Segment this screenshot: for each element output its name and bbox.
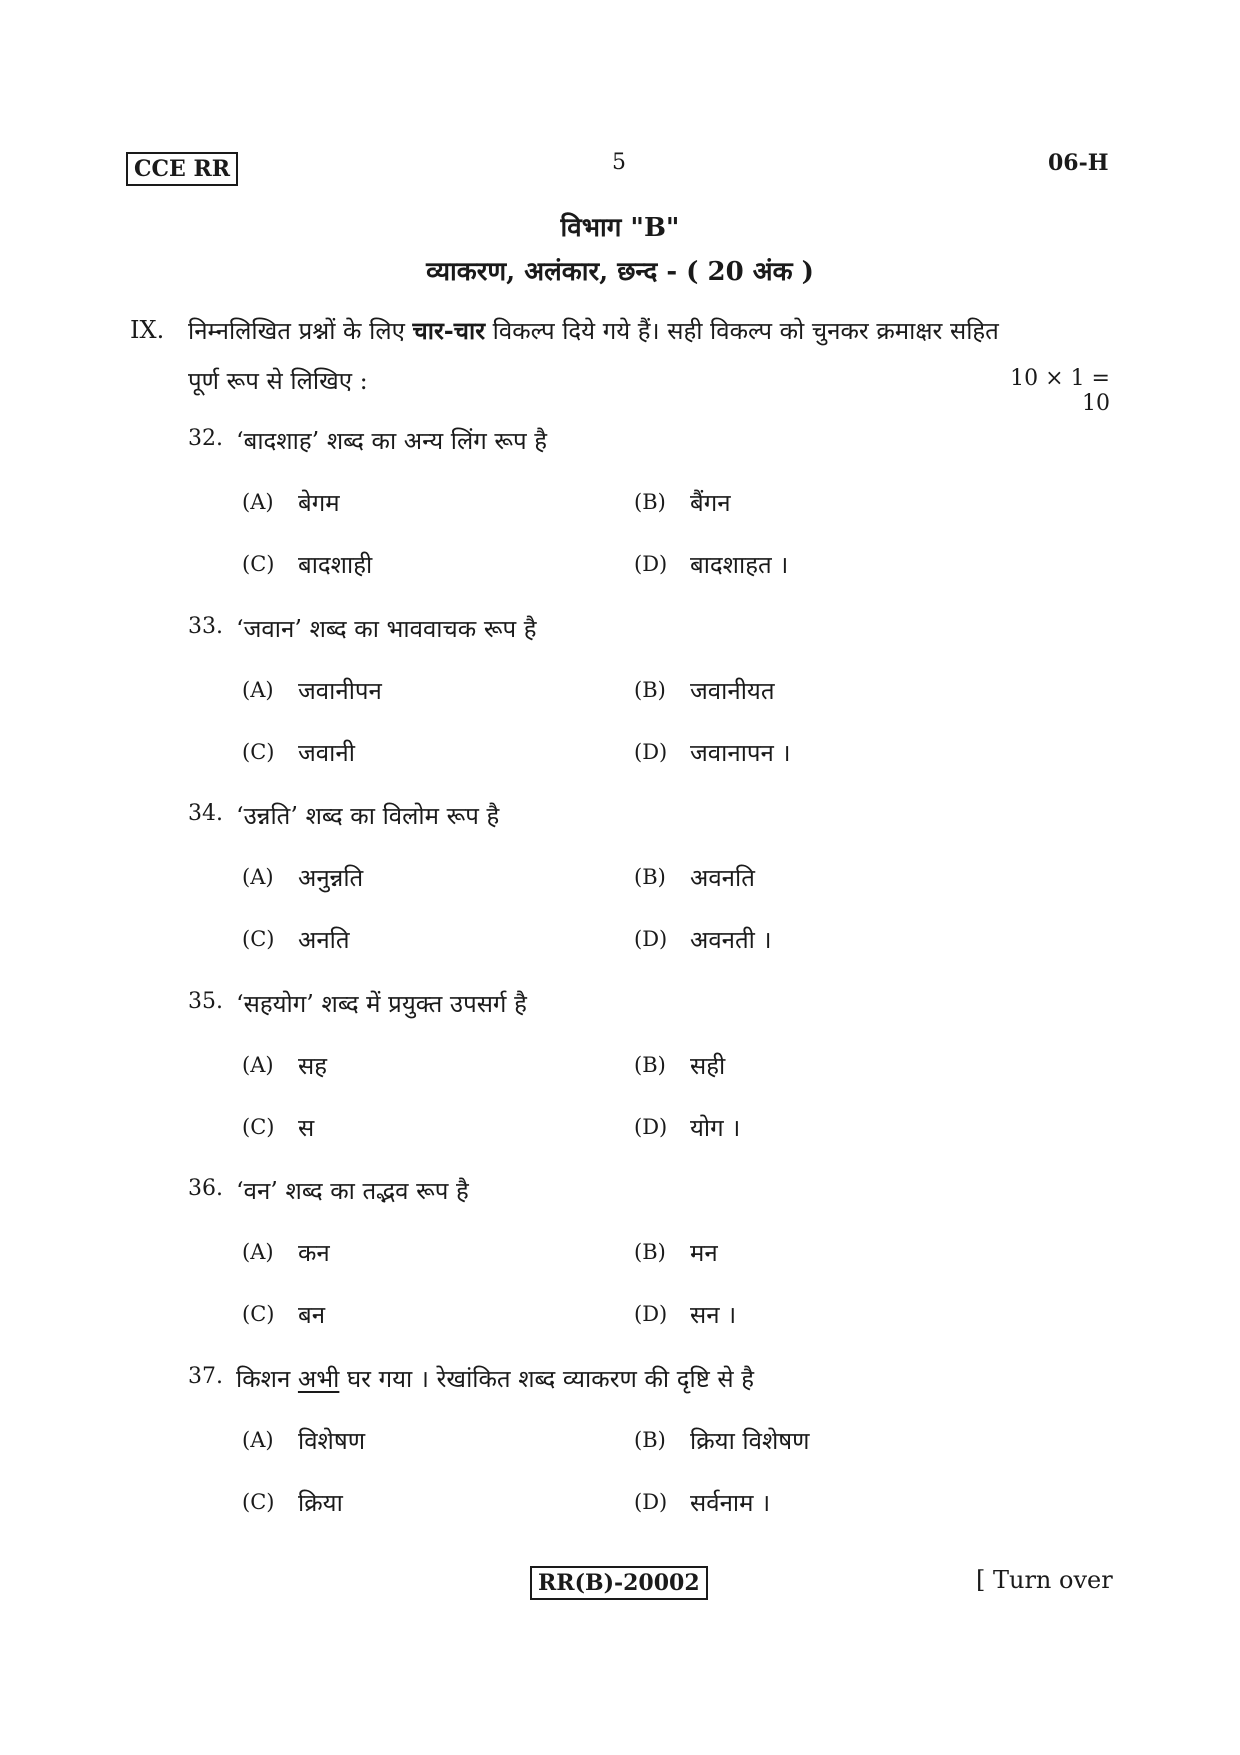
instruction-bold: चार-चार (412, 316, 486, 345)
option-text: बादशाही (298, 551, 373, 579)
option-text: बेगम (298, 489, 340, 517)
section-subtitle: व्याकरण, अलंकार, छन्द - ( 20 अंक ) (426, 257, 814, 287)
question-number: 32. (188, 426, 223, 451)
question-text: ‘सहयोग’ शब्द में प्रयुक्त उपसर्ग है (236, 990, 527, 1018)
option-letter: (B) (634, 865, 666, 889)
question-text: ‘जवान’ शब्द का भाववाचक रूप है (236, 615, 537, 643)
option-letter: (B) (634, 1053, 666, 1077)
booklet-code-box: RR(B)-20002 (530, 1566, 708, 1600)
option-letter: (A) (242, 865, 274, 889)
option-letter: (D) (634, 1115, 668, 1139)
instruction-text: निम्नलिखित प्रश्नों के लिए (188, 317, 413, 345)
option-letter: (C) (242, 1302, 275, 1326)
question-text (236, 1362, 754, 1395)
option-text: जवानी (298, 739, 355, 767)
option-text: सह (298, 1052, 327, 1080)
option-text: जवानापन । (690, 739, 791, 767)
option-letter: (B) (634, 678, 666, 702)
option-letter: (C) (242, 1490, 275, 1514)
option-letter: (D) (634, 740, 668, 764)
option-text: सही (690, 1052, 726, 1080)
instruction-text: विकल्प दिये गये हैं। सही विकल्प को चुनकर क्रमाक्षर सहित (485, 317, 999, 345)
question-number: 34. (188, 801, 223, 826)
option-letter: (C) (242, 927, 275, 951)
instruction-line-2: पूर्ण रूप से लिखिए : (188, 367, 368, 395)
option-letter: (D) (634, 1302, 668, 1326)
option-letter: (D) (634, 927, 668, 951)
option-letter: (A) (242, 490, 274, 514)
question-text: ‘वन’ शब्द का तद्भव रूप है (236, 1177, 469, 1205)
option-letter: (A) (242, 1240, 274, 1264)
paper-code-box: CCE RR (126, 152, 238, 186)
option-letter: (C) (242, 1115, 275, 1139)
question-number: 37. (188, 1364, 223, 1389)
question-number: 36. (188, 1176, 223, 1201)
turn-over-note: [ Turn over (976, 1566, 1113, 1594)
underlined-word: अभी (297, 1365, 340, 1393)
option-text: क्रिया विशेषण (690, 1427, 810, 1455)
option-text: जवानीयत (690, 677, 775, 705)
page-number: 5 (612, 150, 626, 175)
option-text: बादशाहत । (690, 551, 789, 579)
option-text: बैंगन (690, 489, 731, 517)
question-text-part: घर गया । रेखांकित शब्द व्याकरण की दृष्टि से है (339, 1365, 754, 1393)
option-text: अनति (298, 926, 350, 954)
question-number: 33. (188, 614, 223, 639)
option-text: बन (298, 1301, 326, 1329)
option-text: योग । (690, 1114, 741, 1142)
question-number: 35. (188, 989, 223, 1014)
option-text: विशेषण (298, 1427, 366, 1455)
option-letter: (A) (242, 1053, 274, 1077)
option-text: अनुन्नति (298, 864, 364, 892)
option-text: कन (298, 1239, 330, 1267)
option-text: सन । (690, 1301, 737, 1329)
option-letter: (A) (242, 678, 274, 702)
option-letter: (B) (634, 490, 666, 514)
option-letter: (B) (634, 1428, 666, 1452)
option-text: क्रिया (298, 1489, 343, 1517)
question-text: ‘उन्नति’ शब्द का विलोम रूप है (236, 802, 500, 830)
option-letter: (C) (242, 740, 275, 764)
option-text: मन (690, 1239, 718, 1267)
subject-code: 06-H (1048, 150, 1109, 176)
option-text: अवनति (690, 864, 755, 892)
question-text: ‘बादशाह’ शब्द का अन्य लिंग रूप है (236, 427, 548, 455)
marks-allocation: 10 × 1 = 10 (1010, 366, 1110, 416)
option-letter: (A) (242, 1428, 274, 1452)
instruction-line-1 (188, 314, 999, 347)
option-letter: (D) (634, 552, 668, 576)
question-text-part: किशन (236, 1365, 298, 1393)
option-text: जवानीपन (298, 677, 382, 705)
instruction-number: IX. (130, 316, 165, 344)
section-title: विभाग "B" (560, 213, 680, 243)
option-letter: (D) (634, 1490, 668, 1514)
option-letter: (C) (242, 552, 275, 576)
option-text: सर्वनाम । (690, 1489, 771, 1517)
option-text: अवनती । (690, 926, 772, 954)
option-text: स (298, 1114, 315, 1142)
option-letter: (B) (634, 1240, 666, 1264)
